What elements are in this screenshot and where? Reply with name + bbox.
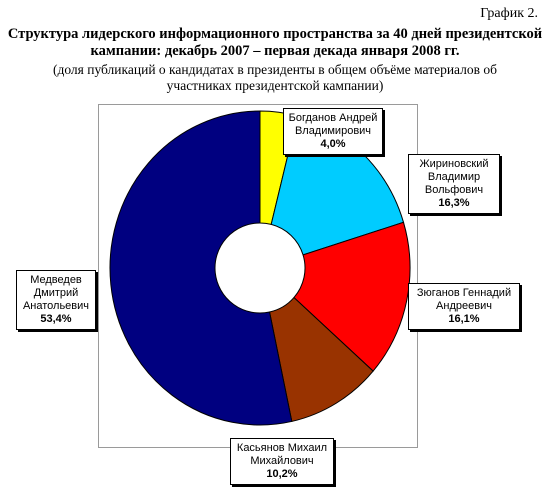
data-label-name: Вольфович — [424, 184, 484, 196]
data-label-name: Андреевич — [436, 300, 492, 312]
data-label — [408, 154, 500, 214]
data-label-name: Михайлович — [250, 455, 314, 467]
chart-title-line: кампании: декабрь 2007 – первая декада января 2008 гг. — [90, 43, 460, 59]
data-label-name: Владимирович — [294, 125, 372, 137]
data-label-name: Дмитрий — [33, 287, 79, 299]
graph-number: График 2. — [480, 6, 538, 21]
data-label-name: Медведев — [30, 274, 82, 286]
data-label-name: Жириновский — [419, 158, 489, 170]
data-label-name: Касьянов Михаил — [236, 442, 328, 454]
data-label-value: 53,4% — [40, 313, 72, 325]
data-label-name: Анатольевич — [22, 300, 90, 312]
data-label — [408, 283, 520, 330]
chart-title-line: Структура лидерского информационного пространства за 40 дней президентской — [7, 26, 543, 42]
data-label — [283, 108, 383, 155]
data-label — [230, 438, 334, 485]
data-label — [16, 270, 96, 330]
chart-subtitle-line: (доля публикаций о кандидатах в президенты в общем объёме материалов об — [52, 62, 498, 77]
data-label-name: Богданов Андрей — [288, 112, 378, 124]
data-label-name: Зюганов Геннадий — [416, 287, 512, 299]
data-label-name: Владимир — [427, 171, 481, 183]
data-label-value: 10,2% — [266, 468, 298, 480]
data-label-value: 4,0% — [320, 138, 346, 150]
data-label-value: 16,3% — [438, 197, 470, 209]
chart-subtitle-line: участниках президентской кампании) — [166, 78, 384, 93]
data-label-value: 16,1% — [448, 313, 480, 325]
